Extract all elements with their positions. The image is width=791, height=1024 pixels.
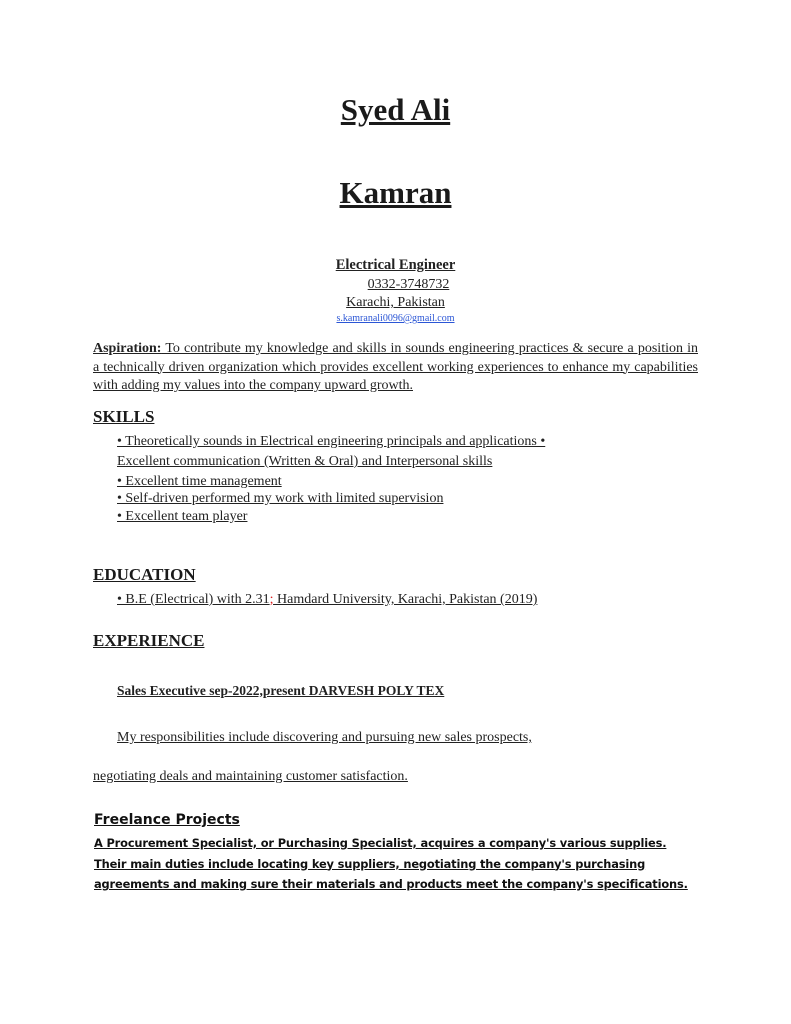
skill-item: • Self-driven performed my work with limited supervision xyxy=(117,491,444,506)
freelance-heading: Freelance Projects xyxy=(94,812,240,828)
education-heading: EDUCATION xyxy=(93,565,196,584)
skill-item: • Excellent time management xyxy=(117,474,282,489)
freelance-line: A Procurement Specialist, or Purchasing Specialist, acquires a company's various supplies. xyxy=(94,836,667,850)
education-institution: Hamdard University, Karachi, Pakistan (2019) xyxy=(273,592,538,607)
location: Karachi, Pakistan xyxy=(346,295,445,310)
job-description-line-2: negotiating deals and maintaining customer satisfaction. xyxy=(93,769,408,784)
phone-number: 0332-3748732 xyxy=(367,277,450,292)
job-description-line-1: My responsibilities include discovering and pursuing new sales prospects, xyxy=(117,730,532,745)
email-link[interactable]: s.kamranali0096@gmail.com xyxy=(336,313,455,324)
name-line-1: Syed Ali xyxy=(340,92,451,127)
skill-item: • Excellent team player xyxy=(117,509,248,524)
skills-heading: SKILLS xyxy=(93,407,155,426)
aspiration-text: To contribute my knowledge and skills in sounds engineering practices & secure a position in a technically driven organization which provides excellent working experiences to enhance my capabilities with adding my values into the company upward growth. xyxy=(93,341,698,393)
aspiration-label: Aspiration: xyxy=(93,341,162,356)
freelance-description xyxy=(94,833,704,895)
freelance-line: agreements and making sure their materials and products meet the company's specifications. xyxy=(94,877,688,891)
education-degree: • B.E (Electrical) with 2.31 xyxy=(117,592,270,607)
freelance-line: Their main duties include locating key suppliers, negotiating the company's purchasing xyxy=(94,856,646,871)
job-role: Electrical Engineer xyxy=(335,257,456,273)
job-title: Sales Executive sep-2022,present DARVESH POLY TEX xyxy=(117,683,445,698)
education-item xyxy=(117,592,537,608)
skill-item: • Theoretically sounds in Electrical engineering principals and applications • xyxy=(117,434,546,449)
education-separator: ; xyxy=(269,592,274,607)
experience-heading: EXPERIENCE xyxy=(93,631,205,650)
aspiration-paragraph xyxy=(93,340,698,396)
skill-item: Excellent communication (Written & Oral) and Interpersonal skills xyxy=(117,454,493,469)
name-line-2: Kamran xyxy=(339,175,452,210)
